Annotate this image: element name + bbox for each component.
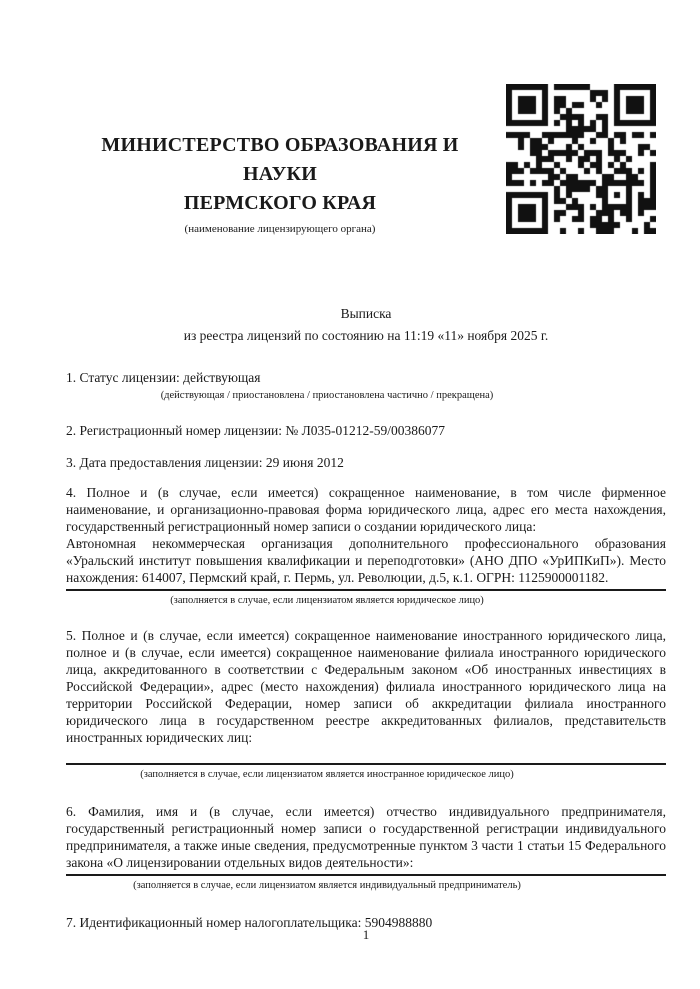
item-license-status xyxy=(66,369,666,402)
license-grant-date-text: 3. Дата предоставления лицензии: 29 июня 2012 xyxy=(66,455,344,470)
extract-body xyxy=(66,347,666,931)
legal-entity-label: 4. Полное и (в случае, если имеется) сокращенное наименование, в том числе фирменное наименование, и организационно-правовая форма юридического лица, адрес его места нахождения, государственный регистрационный номер записи о создании юридического лица: xyxy=(66,485,666,534)
extract-subtitle: из реестра лицензий по состоянию на 11:19 «11» ноября 2025 г. xyxy=(183,328,549,343)
ministry-name-line1: МИНИСТЕРСТВО ОБРАЗОВАНИЯ И НАУКИ xyxy=(101,134,459,185)
licensing-authority-caption: (наименование лицензирующего органа) xyxy=(184,223,376,235)
item-foreign-entity xyxy=(66,627,666,781)
item-license-grant-date xyxy=(66,454,666,471)
license-status-options-caption: (действующая / приостановлена / приостановлена частично / прекращена) xyxy=(160,390,494,401)
item-individual-entrepreneur xyxy=(66,803,666,892)
legal-entity-caption: (заполняется в случае, если лицензиатом является юридическое лицо) xyxy=(170,595,484,606)
taxpayer-number-text: 7. Идентификационный номер налогоплательщика: 5904988880 xyxy=(66,915,433,930)
ministry-name-line2: ПЕРМСКОГО КРАЯ xyxy=(183,192,377,214)
item-registration-number xyxy=(66,422,666,439)
foreign-entity-underline xyxy=(66,763,666,765)
foreign-entity-label: 5. Полное и (в случае, если имеется) сокращенное наименование иностранного юридического лица, полное и (в случае, если имеется) сокращенное наименование филиала иностранного юридического лица, аккредитованного в соответствии с Федеральным законом «Об иностранных инвестициях в Российской Федерации», адрес (место нахождения) филиала иностранного юридического лица на территории Российской Федерации, номер записи об аккредитации филиала иностранного юридического лица в государственном реестре аккредитованных филиалов, представительств иностранных юридических лиц: xyxy=(66,628,666,745)
extract-title: Выписка xyxy=(340,306,392,321)
item-legal-entity xyxy=(66,484,666,607)
legal-entity-value: Автономная некоммерческая организация дополнительного профессионального образования «Уральский институт повышения квалификации и переподготовки» (АНО ДПО «УрИПКиП»). Место нахождения: 614007, Пермский край, г. Пермь, ул. Революции, д.5, к.1. ОГРН: 1125900001182. xyxy=(66,536,666,585)
license-status-text: 1. Статус лицензии: действующая xyxy=(66,370,261,385)
page-number: 1 xyxy=(362,927,370,942)
individual-entrepreneur-caption: (заполняется в случае, если лицензиатом является индивидуальный предприниматель) xyxy=(133,880,521,891)
document-header xyxy=(66,131,494,236)
qr-code xyxy=(506,84,656,234)
extract-title-block xyxy=(66,303,666,347)
registration-number-text: 2. Регистрационный номер лицензии: № Л035-01212-59/00386077 xyxy=(66,423,446,438)
foreign-entity-value xyxy=(66,746,666,760)
foreign-entity-caption: (заполняется в случае, если лицензиатом является иностранное юридическое лицо) xyxy=(140,769,514,780)
qr-code-icon xyxy=(506,84,656,234)
individual-entrepreneur-underline xyxy=(66,874,666,876)
individual-entrepreneur-label: 6. Фамилия, имя и (в случае, если имеется) отчество индивидуального предпринимателя, государственный регистрационный номер записи о государственной регистрации индивидуального предпринимателя, а также иные сведения, предусмотренные пунктом 3 части 1 статьи 15 Федерального закона «О лицензировании отдельных видов деятельности»: xyxy=(66,804,666,870)
legal-entity-underline xyxy=(66,589,666,591)
